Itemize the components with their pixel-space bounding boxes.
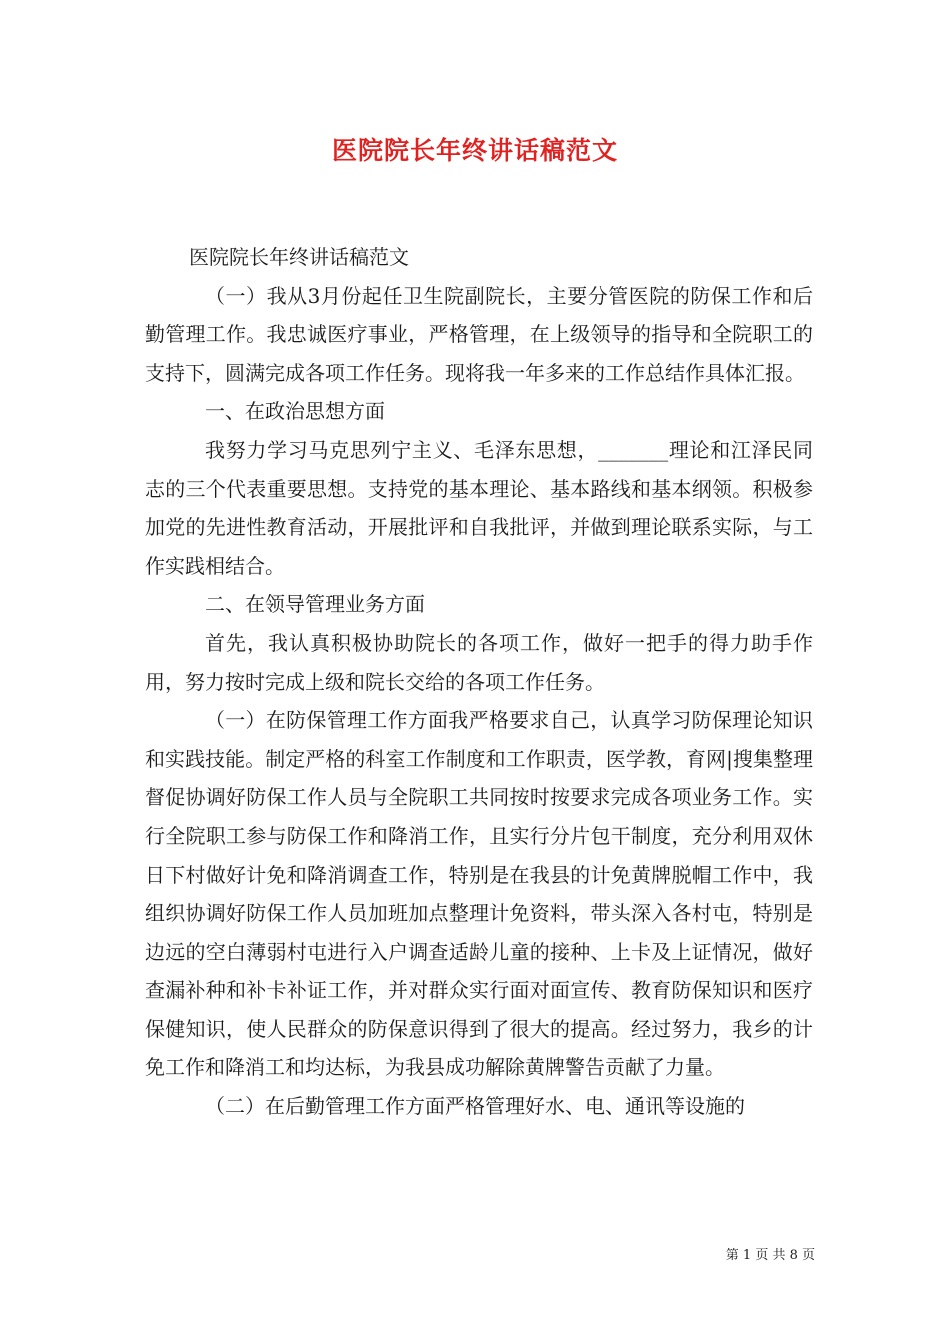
section-heading-management: 二、在领导管理业务方面 — [205, 592, 425, 617]
paragraph-political: 我努力学习马克思列宁主义、毛泽东思想，_______理论和江泽民同志的三个代表重要思想。支持党的基本理论、基本路线和基本纲领。积极参加党的先进性教育活动，开展批评和自我批评，并做到理论联系实际，与工作实践相结合。 — [145, 437, 813, 578]
body-heading: 医院院长年终讲话稿范文 — [189, 245, 409, 269]
paragraph-intro: （一）我从3月份起任卫生院副院长，主要分管医院的防保工作和后勤管理工作。我忠诚医疗事业，严格管理，在上级领导的指导和全院职工的支持下，圆满完成各项工作任务。现将我一年多来的工作总结作具体汇报。 — [145, 283, 813, 385]
paragraph-management: 首先，我认真积极协助院长的各项工作，做好一把手的得力助手作用，努力按时完成上级和院长交给的各项工作任务。 — [145, 630, 813, 694]
section-heading-political: 一、在政治思想方面 — [205, 399, 385, 424]
document-body — [145, 238, 813, 1126]
document-title: 医院院长年终讲话稿范文 — [331, 136, 618, 165]
paragraph-logistics: （二）在后勤管理工作方面严格管理好水、电、通讯等设施的 — [205, 1094, 745, 1119]
paragraph-prevention: （一）在防保管理工作方面我严格要求自己，认真学习防保理论知识和实践技能。制定严格的科室工作制度和工作职责，医学教，育网|搜集整理督促协调好防保工作人员与全院职工共同按时按要求完成各项业务工作。实行全院职工参与防保工作和降消工作，且实行分片包干制度，充分利用双休日下村做好计免和降消调查工作，特别是在我县的计免黄牌脱帽工作中，我组织协调好防保工作人员加班加点整理计免资料，带头深入各村屯，特别是边远的空白薄弱村屯进行入户调查适龄儿童的接种、上卡及上证情况，做好查漏补种和补卡补证工作，并对群众实行面对面宣传、教育防保知识和医疗保健知识，使人民群众的防保意识得到了很大的提高。经过努力，我乡的计免工作和降消工和均达标，为我县成功解除黄牌警告贡献了力量。 — [145, 708, 813, 1080]
page-number: 第 1 页 共 8 页 — [725, 1248, 815, 1263]
